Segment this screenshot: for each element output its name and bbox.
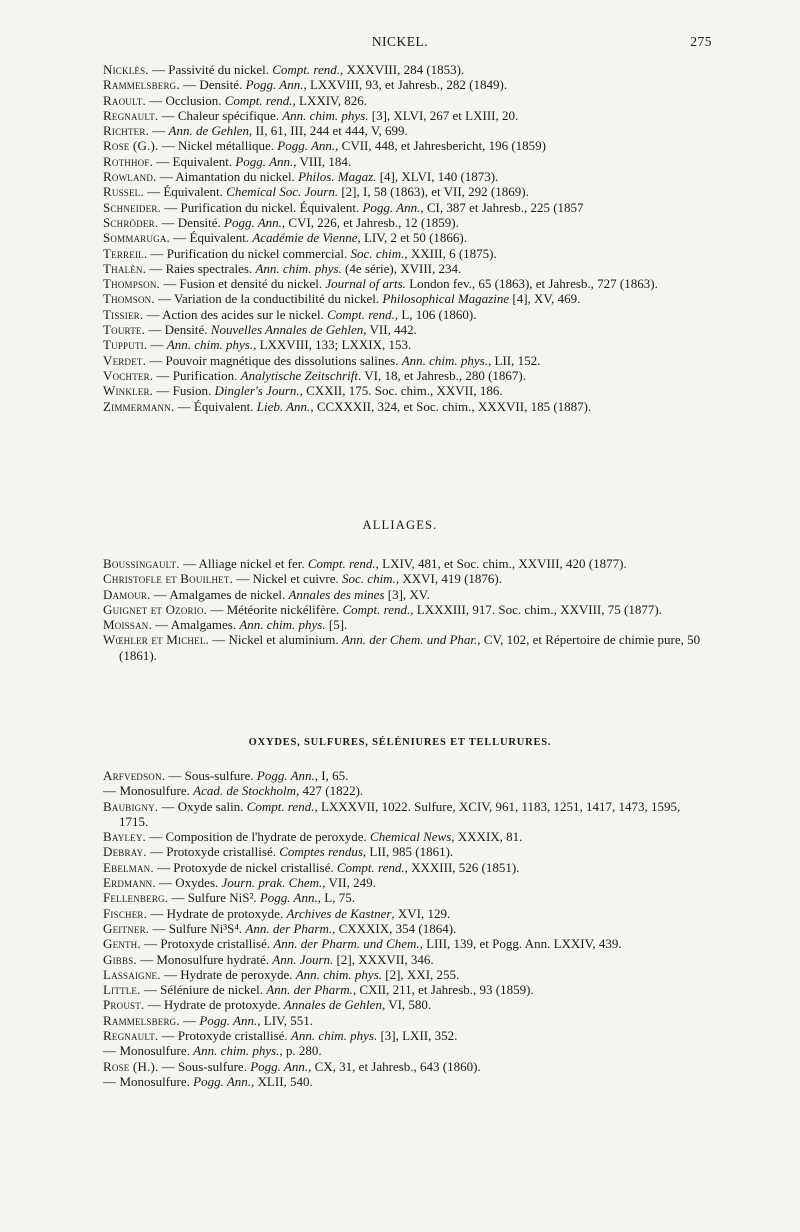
entry-citation: [2], XXXVII, 346. — [333, 951, 434, 967]
entry-text: — Sous-sulfure. — [161, 1058, 251, 1074]
entry-text: — — [152, 123, 169, 139]
bibliography-entry — [103, 246, 710, 261]
entry-citation: , XXXIII, 526 (1851). — [404, 859, 520, 875]
entry-author: Rose (H.). — [103, 1058, 159, 1074]
entry-reference: Acad. de Stockholm — [193, 783, 297, 799]
entry-author: Rammelsberg. — [103, 77, 180, 93]
entry-text: — Chaleur spécifique. — [161, 107, 283, 123]
running-head — [0, 34, 800, 52]
entry-reference: Ann. chim. phys. — [193, 1043, 280, 1059]
entry-reference: Pogg. Ann. — [224, 214, 282, 230]
bibliography-section-nickel — [103, 62, 710, 414]
entry-author: Proust. — [103, 997, 145, 1013]
entry-text: — Protoxyde cristallisé. — [161, 1028, 291, 1044]
entry-reference: Compt. rend. — [272, 62, 341, 77]
entry-text: — Pouvoir magnétique des dissolutions salines. — [149, 352, 402, 368]
entry-reference: Ann. chim. phys. — [290, 1028, 378, 1044]
entry-reference: Annales des mines — [288, 586, 385, 602]
entry-reference: Philosophical Magazine — [382, 291, 510, 307]
entry-reference: Ann. chim. phys. — [239, 617, 326, 633]
bibliography-entry — [103, 799, 710, 830]
bibliography-entry — [103, 1043, 710, 1058]
entry-text: — Densité. — [161, 214, 225, 230]
bibliography-section-oxydes — [103, 768, 710, 1089]
entry-citation: , LXXIV, 826. — [292, 92, 368, 108]
bibliography-entry — [103, 860, 710, 875]
entry-text: — Sulfure Ni³S⁴. — [152, 920, 246, 936]
entry-reference: Pogg. Ann. — [193, 1073, 252, 1089]
entry-author: — — [103, 783, 117, 799]
bibliography-entry — [103, 368, 710, 383]
bibliography-entry — [103, 62, 710, 77]
entry-citation: , LXXVIII, 133; LXXIX, 153. — [253, 337, 412, 353]
entry-text: — Purification du nickel. Équivalent. — [164, 199, 363, 215]
entry-author: Rothhof. — [103, 153, 154, 169]
entry-citation: , p. 280. — [279, 1043, 322, 1059]
entry-citation: , VI, 580. — [381, 997, 432, 1013]
entry-citation: [4], XV, 469. — [509, 291, 581, 307]
entry-reference: Ann. der Pharm. und Chem. — [273, 936, 420, 952]
entry-author: Little. — [103, 982, 141, 998]
entry-author: Genth. — [103, 936, 141, 952]
entry-reference: Comptes rendus — [279, 844, 363, 860]
entry-reference: Soc. chim. — [342, 571, 396, 587]
entry-author: Regnault. — [103, 107, 159, 123]
entry-reference: Ann. chim. phys. — [255, 260, 342, 276]
entry-author: Thompson. — [103, 276, 161, 292]
entry-author: — — [103, 1043, 117, 1059]
entry-author: Raoult. — [103, 92, 146, 108]
entry-reference: Compt. rend. — [246, 798, 315, 814]
entry-reference: Compt. rend. — [336, 859, 405, 875]
entry-citation: . VI, 18, et Jahresb., 280 (1867). — [357, 367, 526, 383]
entry-author: Winkler. — [103, 383, 154, 399]
entry-author: Tissier. — [103, 306, 144, 322]
bibliography-entry — [103, 556, 710, 571]
bibliography-entry — [103, 921, 710, 936]
entry-author: Boussingault. — [103, 556, 180, 571]
entry-reference: Ann. chim. phys. — [282, 107, 369, 123]
entry-author: Terreil. — [103, 245, 148, 261]
entry-citation: , VII, 249. — [322, 875, 376, 891]
bibliography-entry — [103, 952, 710, 967]
entry-reference: Pogg. Ann. — [362, 199, 421, 215]
entry-reference: Journ. prak. Chem. — [221, 875, 323, 891]
entry-citation: , CX, 31, et Jahresb., 643 (1860). — [308, 1058, 481, 1074]
entry-citation: , 427 (1822). — [296, 783, 364, 799]
entry-author: Guignet et Ozorio. — [103, 601, 208, 617]
bibliography-entry — [103, 1028, 710, 1043]
bibliography-entry — [103, 184, 710, 199]
entry-citation: , LII, 985 (1861). — [362, 844, 454, 860]
entry-text: — Densité. — [148, 322, 211, 338]
bibliography-entry — [103, 383, 710, 398]
entry-citation: , CVI, 226, et Jahresb., 12 (1859). — [281, 214, 459, 230]
page-number: 275 — [690, 34, 712, 49]
entry-citation: , LIII, 139, et Pogg. Ann. LXXIV, 439. — [419, 936, 622, 952]
entry-reference: Compt. rend. — [307, 556, 376, 571]
entry-author: Erdmann. — [103, 875, 156, 891]
entry-citation: , XLII, 540. — [251, 1073, 313, 1089]
entry-reference: Ann. Journ. — [272, 951, 334, 967]
entry-text: — Équivalent. — [173, 230, 253, 246]
entry-text: — Variation de la conductibilité du nickel. — [158, 291, 383, 307]
entry-reference: Dingler's Journ. — [214, 383, 300, 399]
entry-author: Verdet. — [103, 352, 147, 368]
entry-author: — — [103, 1073, 117, 1089]
entry-citation: , CV, 102, et Répertoire de chimie pure, 50 (1861). — [119, 632, 701, 663]
entry-reference: Ann. der Pharm. — [266, 982, 353, 998]
bibliography-entry — [103, 108, 710, 123]
entry-text: — Monosulfure hydraté. — [140, 951, 273, 967]
entry-text: — Nickel et cuivre. — [236, 571, 343, 587]
running-head-title: NICKEL. — [371, 34, 429, 49]
entry-citation: [3], LXII, 352. — [377, 1028, 458, 1044]
entry-text: — Sulfure NiS². — [171, 890, 260, 906]
entry-reference: Chemical Soc. Journ. — [226, 184, 339, 200]
bibliography-entry — [103, 276, 710, 291]
bibliography-entry — [103, 844, 710, 859]
entry-text: — Nickel et aluminium. — [212, 632, 342, 648]
bibliography-entry — [103, 200, 710, 215]
entry-citation: , CCXXXII, 324, et Soc. chim., XXXVII, 185 (1887). — [310, 398, 592, 414]
entry-text: Monosulfure. — [119, 783, 194, 799]
bibliography-entry — [103, 353, 710, 368]
entry-author: Richter. — [103, 123, 150, 139]
entry-text: — — [183, 1012, 200, 1028]
bibliography-entry — [103, 571, 710, 586]
entry-citation: [2], I, 58 (1863), et VII, 292 (1869). — [338, 184, 529, 200]
entry-citation: , CXII, 211, et Jahresb., 93 (1859). — [352, 982, 534, 998]
entry-author: Rowland. — [103, 169, 157, 185]
entry-text: — Alliage nickel et fer. — [182, 556, 308, 571]
bibliography-entry — [103, 587, 710, 602]
entry-author: Baubigny. — [103, 798, 159, 814]
entry-author: Christofle et Bouilhet. — [103, 571, 234, 587]
entry-author: Schröder. — [103, 214, 159, 230]
entry-text: — Fusion. — [156, 383, 215, 399]
entry-text: — Amalgames de nickel. — [153, 586, 289, 602]
entry-text: — Hydrate de peroxyde. — [163, 966, 296, 982]
entry-text: — Météorite nickélifère. — [210, 601, 343, 617]
bibliography-entry — [103, 875, 710, 890]
bibliography-section-alliages — [103, 556, 710, 663]
entry-author: Thalèn. — [103, 260, 147, 276]
entry-reference: Ann. der Pharm. — [245, 920, 333, 936]
entry-reference: Pogg. Ann. — [277, 138, 336, 154]
entry-author: Lassaigne. — [103, 966, 161, 982]
entry-citation: , LXXXIII, 917. Soc. chim., XXVIII, 75 (1877). — [410, 601, 662, 617]
entry-text: — Protoxyde de nickel cristallisé. — [157, 859, 337, 875]
bibliography-entry — [103, 337, 710, 352]
entry-citation: [2], XXI, 255. — [382, 966, 460, 982]
entry-reference: Annales de Gehlen — [283, 997, 382, 1013]
entry-text: — Hydrate de protoxyde. — [147, 997, 284, 1013]
entry-reference: Analytische Zeitschrift — [240, 367, 358, 383]
entry-citation: , L, 75. — [317, 890, 355, 906]
entry-text: — Passivité du nickel. — [152, 62, 273, 77]
entry-author: Damour. — [103, 586, 151, 602]
bibliography-entry — [103, 632, 710, 663]
entry-text: — Protoxyde cristallisé. — [144, 936, 274, 952]
entry-citation: , CI, 387 et Jahresb., 225 (1857 — [420, 199, 584, 215]
bibliography-entry — [103, 307, 710, 322]
entry-author: Vochter. — [103, 367, 154, 383]
entry-reference: Pogg. Ann. — [199, 1012, 258, 1028]
entry-reference: Compt. rend. — [327, 306, 395, 322]
entry-author: Rammelsberg. — [103, 1012, 180, 1028]
bibliography-entry — [103, 890, 710, 905]
entry-author: Arfvedson. — [103, 768, 166, 783]
entry-reference: Compt. rend. — [224, 92, 293, 108]
bibliography-entry — [103, 291, 710, 306]
entry-citation: , LXXVIII, 93, et Jahresb., 282 (1849). — [303, 77, 508, 93]
entry-author: Geitner. — [103, 920, 150, 936]
entry-text: — Purification du nickel commercial. — [150, 245, 351, 261]
entry-citation: , XXXVIII, 284 (1853). — [340, 62, 465, 77]
entry-reference: Ann. chim. phys. — [401, 352, 488, 368]
bibliography-entry — [103, 1074, 710, 1089]
entry-author: Tourte. — [103, 322, 146, 338]
section-heading-oxydes: OXYDES, SULFURES, SÉLÉNIURES ET TELLURURES. — [248, 737, 552, 748]
entry-citation: , XXXIX, 81. — [451, 829, 523, 845]
entry-author: Rose (G.). — [103, 138, 159, 154]
entry-citation: (4e série), XVIII, 234. — [341, 260, 462, 276]
bibliography-entry — [103, 602, 710, 617]
entry-citation: , XVI, 129. — [391, 905, 451, 921]
entry-text: — Fusion et densité du nickel. — [163, 276, 326, 292]
entry-text: — Séléniure de nickel. — [143, 982, 267, 998]
entry-citation: , L, 106 (1860). — [394, 306, 477, 322]
entry-reference: Pogg. Ann. — [256, 768, 315, 783]
entry-author: Ebelman. — [103, 859, 154, 875]
entry-citation: , LXIV, 481, et Soc. chim., XXVIII, 420 (1877). — [375, 556, 627, 571]
entry-reference: Nouvelles Annales de Gehlen — [210, 322, 364, 338]
entry-citation: , I, 65. — [314, 768, 349, 783]
bibliography-entry — [103, 138, 710, 153]
entry-author: Russel. — [103, 184, 144, 200]
entry-author: Moissan. — [103, 617, 152, 633]
entry-text: — Densité. — [183, 77, 246, 93]
bibliography-entry — [103, 982, 710, 997]
entry-author: Schneider. — [103, 199, 161, 215]
entry-text: — Hydrate de protoxyde. — [150, 905, 287, 921]
entry-citation: , XXIII, 6 (1875). — [404, 245, 497, 261]
entry-reference: Compt. rend. — [342, 601, 411, 617]
entry-text: — Occlusion. — [149, 92, 225, 108]
entry-text: Monosulfure. — [119, 1043, 194, 1059]
entry-author: Fellenberg. — [103, 890, 169, 906]
bibliography-entry — [103, 617, 710, 632]
entry-citation: , LXXXVII, 1022. Sulfure, XCIV, 961, 1183, 1251, 1417, 1473, 1595, 1715. — [119, 798, 681, 829]
entry-text: — — [150, 337, 167, 353]
entry-citation: , LIV, 551. — [257, 1012, 313, 1028]
entry-text: — Oxydes. — [159, 875, 222, 891]
bibliography-entry — [103, 123, 710, 138]
entry-reference: Lieb. Ann. — [256, 398, 311, 414]
entry-text: Monosulfure. — [119, 1073, 194, 1089]
entry-citation: , II, 61, III, 244 et 444, V, 699. — [249, 123, 408, 139]
entry-citation: [5]. — [325, 617, 348, 633]
bibliography-entry — [103, 169, 710, 184]
bibliography-entry — [103, 93, 710, 108]
entry-author: Bayley. — [103, 829, 146, 845]
entry-reference: Pogg. Ann. — [235, 153, 294, 169]
bibliography-entry — [103, 936, 710, 951]
entry-author: Debray. — [103, 844, 147, 860]
entry-reference: Ann. chim. phys. — [295, 966, 383, 982]
entry-citation: [3], XLVI, 267 et LXIII, 20. — [368, 107, 519, 123]
bibliography-entry — [103, 1013, 710, 1028]
entry-text: — Nickel métallique. — [161, 138, 278, 154]
entry-reference: Pogg. Ann. — [250, 1058, 309, 1074]
entry-reference: Ann. de Gehlen — [168, 123, 250, 139]
entry-citation: , CVII, 448, et Jahresbericht, 196 (1859) — [335, 138, 547, 154]
entry-citation: , XXVI, 419 (1876). — [395, 571, 502, 587]
entry-reference: Philos. Magaz. — [298, 169, 377, 185]
entry-author: Regnault. — [103, 1028, 159, 1044]
entry-author: Tupputi. — [103, 337, 148, 353]
entry-text: — Amalgames. — [155, 617, 240, 633]
entry-author: Wœhler et Michel. — [103, 632, 209, 648]
bibliography-entry — [103, 230, 710, 245]
entry-text: — Raies spectrales. — [149, 260, 256, 276]
entry-citation: , VII, 442. — [363, 322, 417, 338]
bibliography-entry — [103, 768, 710, 783]
entry-author: Sommaruga. — [103, 230, 170, 246]
entry-reference: Journal of arts. — [325, 276, 406, 292]
entry-citation: , LIV, 2 et 50 (1866). — [357, 230, 468, 246]
bibliography-entry — [103, 215, 710, 230]
entry-author: Thomson. — [103, 291, 155, 307]
bibliography-entry — [103, 906, 710, 921]
entry-citation: , CXXII, 175. Soc. chim., XXVII, 186. — [299, 383, 503, 399]
entry-text: — Composition de l'hydrate de peroxyde. — [149, 829, 371, 845]
bibliography-entry — [103, 77, 710, 92]
entry-author: Zimmermann. — [103, 398, 175, 414]
entry-text: — Équivalent. — [147, 184, 227, 200]
entry-text: — Purification. — [156, 367, 241, 383]
entry-citation: London fev., 65 (1863), et Jahresb., 727 (1863). — [405, 276, 658, 292]
entry-reference: Académie de Vienne — [252, 230, 358, 246]
entry-author: Nicklès. — [103, 62, 149, 77]
entry-text: — Protoxyde cristallisé. — [149, 844, 280, 860]
entry-citation: [4], XLVI, 140 (1873). — [376, 169, 499, 185]
entry-text: — Aimantation du nickel. — [159, 169, 299, 185]
entry-text: — Oxyde salin. — [161, 798, 247, 814]
bibliography-entry — [103, 783, 710, 798]
entry-citation: , LII, 152. — [488, 352, 541, 368]
entry-citation: , CXXXIX, 354 (1864). — [332, 920, 457, 936]
bibliography-entry — [103, 1059, 710, 1074]
entry-citation: , VIII, 184. — [293, 153, 352, 169]
entry-text: — Equivalent. — [156, 153, 236, 169]
bibliography-entry — [103, 967, 710, 982]
entry-reference: Pogg. Ann. — [259, 890, 318, 906]
bibliography-entry — [103, 399, 710, 414]
entry-citation: [3], XV. — [384, 586, 430, 602]
bibliography-entry — [103, 829, 710, 844]
entry-reference: Soc. chim. — [350, 245, 405, 261]
entry-text: — Équivalent. — [177, 398, 257, 414]
entry-reference: Ann. chim. phys. — [166, 337, 254, 353]
entry-reference: Chemical News — [370, 829, 452, 845]
entry-text: — Action des acides sur le nickel. — [146, 306, 328, 322]
entry-reference: Archives de Kastner — [286, 905, 392, 921]
entry-reference: Ann. der Chem. und Phar. — [341, 632, 478, 648]
entry-reference: Pogg. Ann. — [245, 77, 304, 93]
bibliography-entry — [103, 261, 710, 276]
bibliography-entry — [103, 154, 710, 169]
entry-author: Gibbs. — [103, 951, 137, 967]
entry-text: — Sous-sulfure. — [168, 768, 257, 783]
bibliography-entry — [103, 322, 710, 337]
bibliography-entry — [103, 997, 710, 1012]
entry-author: Fischer. — [103, 905, 148, 921]
section-heading-alliages: ALLIAGES. — [362, 518, 438, 532]
